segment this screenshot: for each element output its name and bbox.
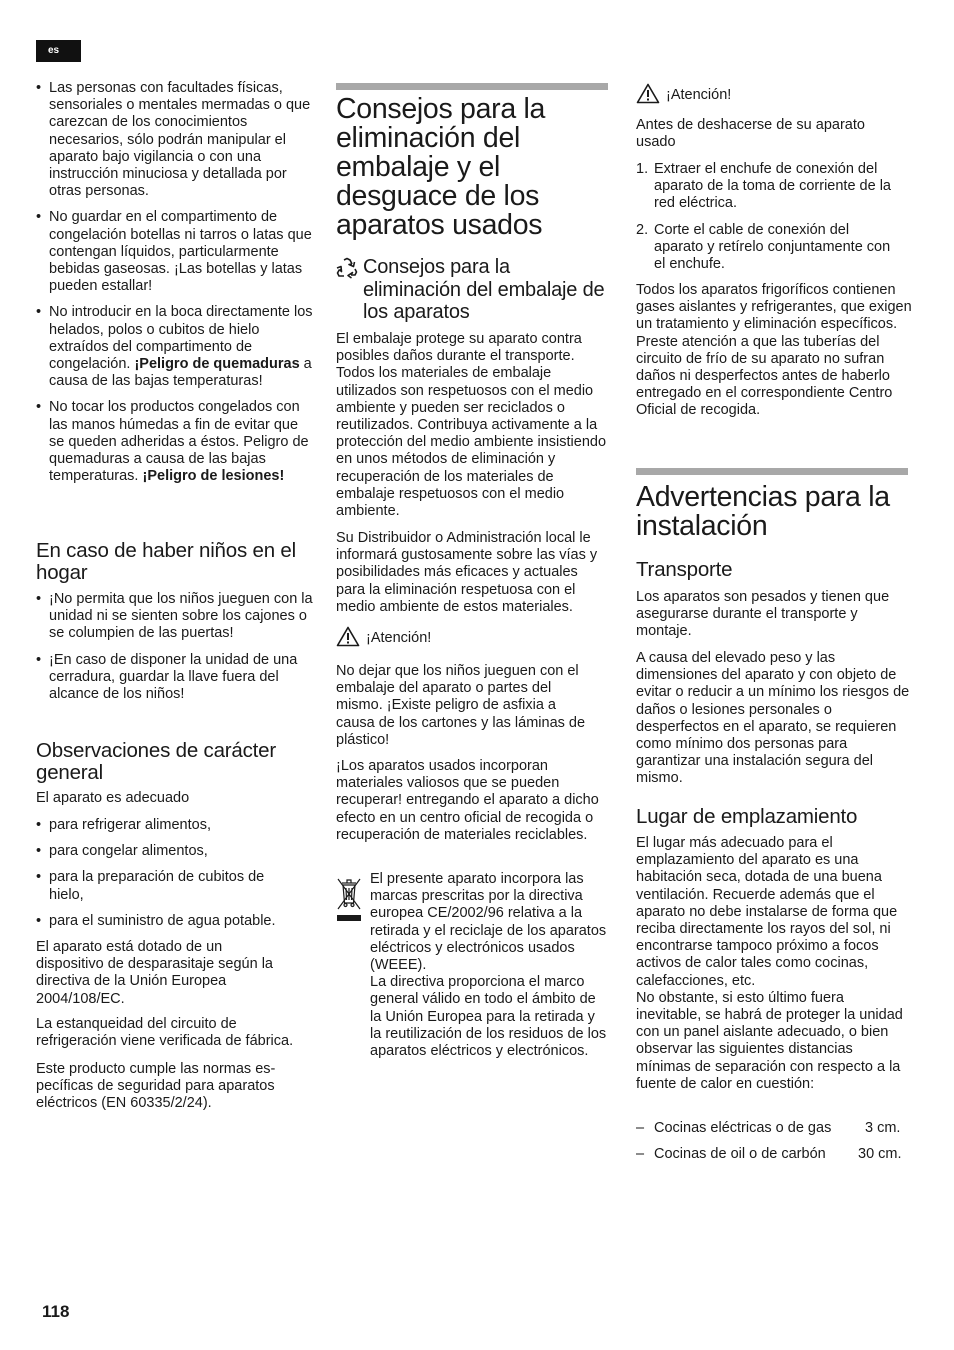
section-heading-general: Observaciones de carácter general — [36, 739, 276, 784]
weee-notice — [336, 871, 610, 1060]
warning-notice — [336, 626, 610, 647]
list-item: • para la preparación de cubitos de hielo, — [36, 869, 276, 903]
paragraph: Antes de deshacerse de su aparato usado — [636, 117, 865, 151]
list-item: • para congelar alimentos, — [36, 843, 314, 860]
paragraph: El embalaje protege su aparato contra posibles daños durante el transporte. Todos los materiales de embalaje utilizados son respetuosos con el medio ambiente y pueden ser reciclados o reutilizados. Contribuya activamente a la protección del medio ambiente insistiendo en unos métodos de eliminación y recuperación de los materiales de embalaje respetuosos con el medio ambiente. — [336, 331, 607, 520]
paragraph: No obstante, si esto último fuera inevitable, se habrá de proteger la unidad con un panel aislante adecuado, o bien observar las siguientes distancias mínimas de separación con respecto a la fuente de calor en cuestión: — [636, 989, 903, 1092]
uses-bullet-list — [36, 817, 314, 930]
recycle-icon — [336, 257, 358, 279]
list-item: • No introducir en la boca directamente los helados, polos o cubitos de hielo extraídos del compartimento de congelación. ¡Peligro de quemaduras a causa de las bajas temperaturas! — [36, 304, 314, 390]
warning-label: ¡Atención! — [366, 630, 432, 646]
weee-text — [370, 871, 610, 1060]
subheading-packaging — [336, 256, 610, 324]
disposal-steps — [636, 161, 900, 273]
safety-bullet-list — [36, 80, 314, 485]
subheading-text: Consejos para la eliminación del embalaje de los aparatos — [363, 256, 605, 323]
paragraph: ¡Los aparatos usados incorporan materiales valiosos que se pueden recuperar! entregando el aparato a dicho efecto en un centro oficial de recogida o recuperación de materiales reciclables. — [336, 758, 599, 843]
list-item: – Cocinas eléctricas o de gas 3 cm. — [636, 1120, 920, 1137]
paragraph: El lugar más adecuado para el emplazamiento del aparato es una habitación seca, dotada de una buena ventilación. Recuerde además que el aparato no debe instalarse de forma que reciba directamente los rayos del sol, ni encontrarse tampoco próximo a focos activos de calor tales como cocinas, calefacciones, etc. — [636, 835, 898, 989]
danger-text: ¡Peligro de lesiones! — [142, 468, 285, 485]
section-rule — [636, 468, 908, 475]
warning-triangle-icon — [336, 626, 360, 647]
warning-triangle-icon — [636, 83, 660, 104]
list-item: • para refrigerar alimentos, — [36, 817, 314, 834]
section-heading-location: Lugar de emplazamiento — [636, 805, 858, 828]
paragraph: La estanqueidad del circuito de refrigeración viene verificada de fábrica. — [36, 1016, 294, 1050]
location-text — [636, 835, 908, 1093]
language-badge: es — [36, 40, 81, 62]
paragraph: Su Distribuidor o Administración local le informará gustosamente sobre las vías y posibilidades más eficaces y actuales para la eliminación respetuosa con el medio ambiente de estos materiales. — [336, 530, 598, 615]
section-heading-children: En caso de haber niños en el hogar — [36, 539, 296, 584]
section-rule — [336, 83, 608, 90]
main-heading-installation: Advertencias para la instalación — [636, 481, 890, 542]
paragraph: No dejar que los niños jueguen con el embalaje del aparato o partes del mismo. ¡Existe peligro de asfixia a causa de los cartones y las láminas de plástico! — [336, 663, 586, 748]
paragraph: Todos los aparatos frigoríficos contienen gases aislantes y refrigerantes, que exigen un tratamiento y eliminación específicos. Preste atención a que las tuberías del circuito de frío de su aparato no sufran daños ni desperfectos antes de haberlo entregado en el correspondiente Centro Oficial de recogida. — [636, 282, 912, 419]
list-item: • Las personas con facultades físicas, sensoriales o mentales mermadas o que carezcan de los conocimientos necesarios, sólo podrán manipular el aparato bajo vigilancia o con una instrucción minuciosa y detallada por otras personas. — [36, 80, 314, 200]
section-heading-transport: Transporte — [636, 558, 733, 581]
list-item: • ¡No permita que los niños jueguen con la unidad ni se sienten sobre los cajones o se columpien de las puertas! — [36, 591, 314, 643]
paragraph: El presente aparato incorpora las marcas prescritas por la directiva europea CE/2002/96 relativa a la retirada y el reciclaje de los aparatos eléctricos y electrónicos usados (WEEE). — [370, 871, 607, 974]
list-item: 1. Extraer el enchufe de conexión del aparato de la toma de corriente de la red eléctrica. — [636, 161, 891, 212]
warning-notice — [636, 83, 920, 104]
paragraph: Los aparatos son pesados y tienen que asegurarse durante el transporte y montaje. — [636, 589, 890, 640]
weee-bin-icon — [336, 873, 362, 925]
list-item: • ¡En caso de disponer la unidad de una cerradura, guardar la llave fuera del alcance de los niños! — [36, 652, 314, 704]
paragraph: El aparato está dotado de un dispositivo de desparasitaje según la directiva de la Unión Europea 2004/108/EC. — [36, 939, 273, 1007]
list-item: – Cocinas de oil o de carbón 30 cm. — [636, 1146, 920, 1163]
warning-label: ¡Atención! — [666, 87, 732, 103]
list-item: • para el suministro de agua potable. — [36, 913, 314, 930]
paragraph: Este producto cumple las normas es-pecíficas de seguridad para aparatos eléctricos (EN 60335/2/24). — [36, 1061, 276, 1112]
paragraph: La directiva proporciona el marco general válido en todo el ámbito de la Unión Europea para la retirada y la reutilización de los residuos de los aparatos eléctricos y electrónicos. — [370, 974, 607, 1060]
paragraph: A causa del elevado peso y las dimensiones del aparato y con objeto de evitar o reducir a un mínimo los riesgos de daños o lesiones personales o desperfectos en el aparato, se requieren como mínimo dos personas para garantizar una instalación segura del mismo. — [636, 650, 910, 787]
danger-text: ¡Peligro de quemaduras — [134, 356, 300, 373]
list-item: • No guardar en el compartimento de congelación botellas ni tarros o latas que contengan líquidos, particularmente bebidas gaseosas. ¡Las botellas y latas pueden estallar! — [36, 209, 314, 295]
general-intro: El aparato es adecuado — [36, 790, 190, 806]
children-bullet-list — [36, 591, 314, 703]
page-number: 118 — [42, 1302, 70, 1321]
list-item: 2. Corte el cable de conexión del aparato y retírelo conjuntamente con el enchufe. — [636, 221, 891, 273]
distance-list — [636, 1120, 920, 1163]
list-item: • No tocar los productos congelados con las manos húmedas a fin de evitar que se queden adheridas a éstos. Peligro de quemaduras a causa de las bajas temperaturas. ¡Peligro de lesiones! — [36, 399, 314, 485]
main-heading-disposal: Consejos para la eliminación del embalaje y el desguace de los aparatos usados — [336, 93, 546, 241]
